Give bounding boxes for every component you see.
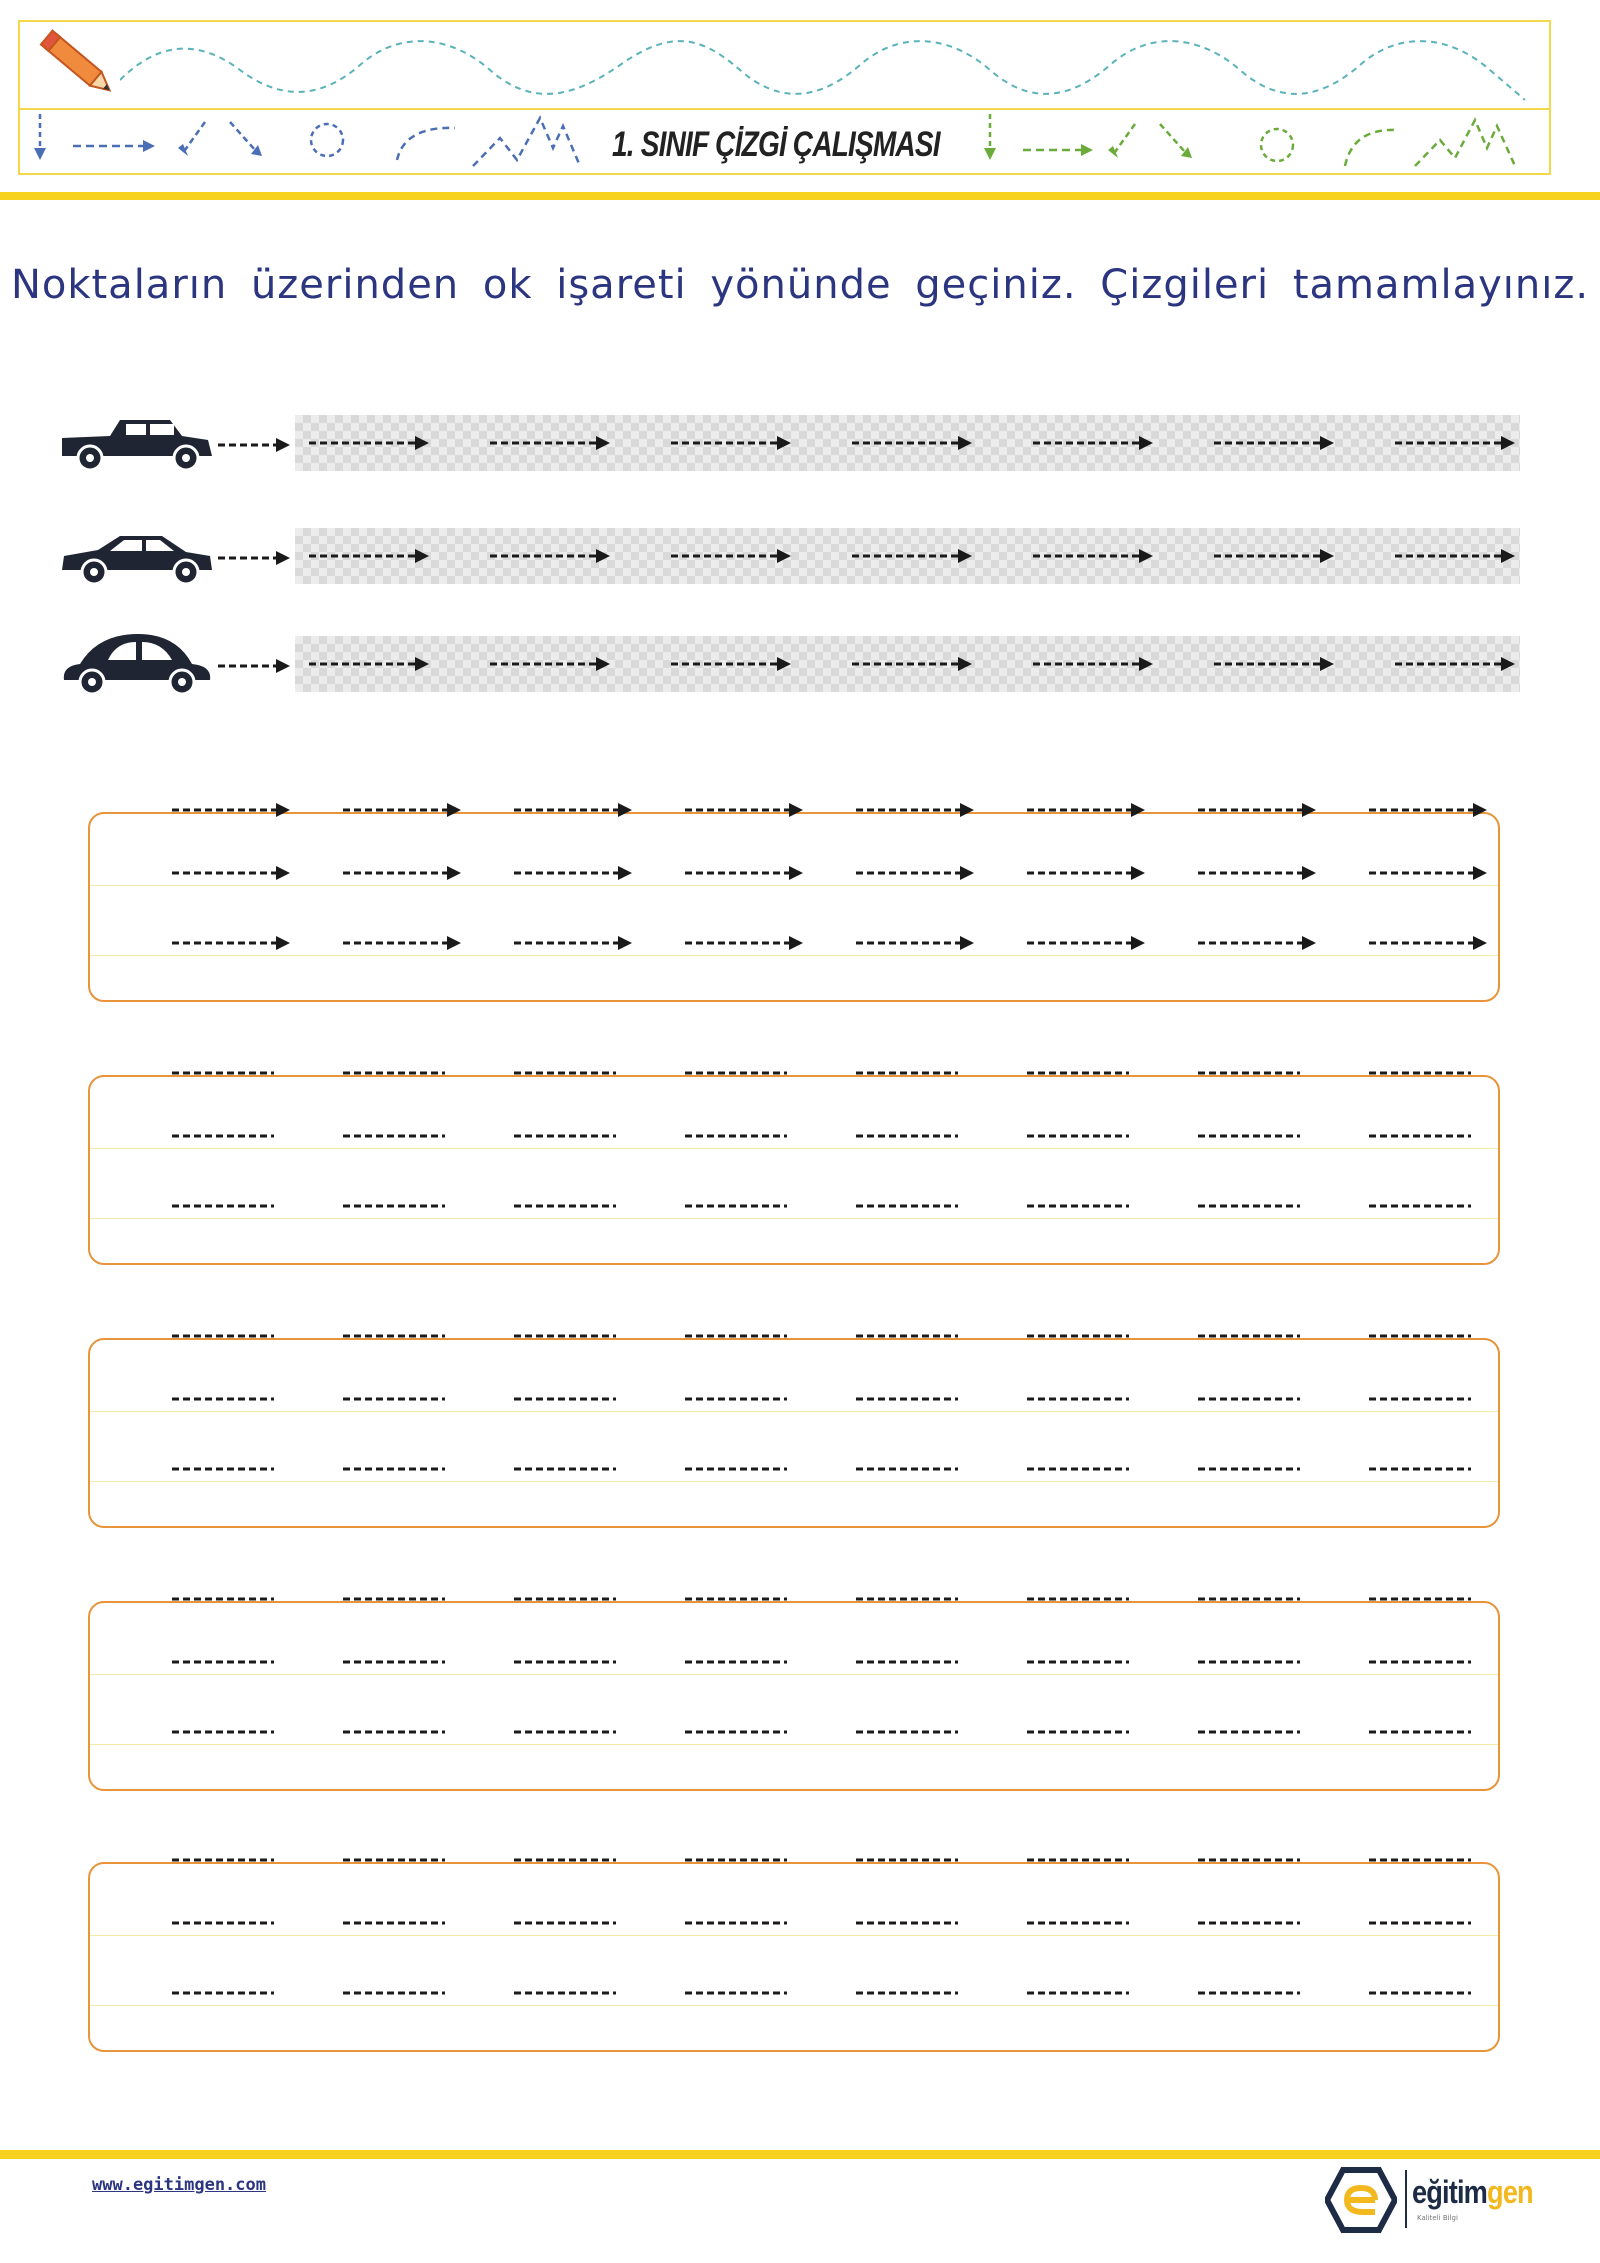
trace-dash (514, 1722, 616, 1746)
trace-dash (1198, 1459, 1300, 1483)
trace-arrow (490, 654, 610, 678)
trace-dash (172, 1983, 274, 2007)
trace-arrow (514, 800, 632, 824)
practice-box (88, 812, 1500, 1002)
stroke-samples-left (25, 108, 605, 170)
down-arrow-icon (984, 114, 996, 160)
trace-arrow (1395, 433, 1515, 457)
trace-arrow (1214, 654, 1334, 678)
trace-dash (1198, 1652, 1300, 1676)
brand-divider (1405, 2170, 1407, 2228)
trace-arrow (671, 433, 791, 457)
car-lead-arrow (218, 548, 290, 572)
trace-dash (172, 1722, 274, 1746)
trace-arrow (1395, 546, 1515, 570)
trace-dash (1027, 1983, 1129, 2007)
trace-arrow (1027, 933, 1145, 957)
trace-arrow (343, 863, 461, 887)
instruction-text: Noktaların üzerinden ok işareti yönünde geçiniz. Çizgileri tamamlayınız. (10, 262, 1590, 308)
trace-dash (856, 1913, 958, 1937)
trace-dash (343, 1850, 445, 1874)
pencil-icon (36, 26, 122, 106)
trace-dash (685, 1913, 787, 1937)
trace-arrow (514, 933, 632, 957)
trace-dash (1369, 1850, 1471, 1874)
trace-dash (1369, 1326, 1471, 1350)
stroke-samples-right (975, 108, 1535, 170)
practice-box (88, 1601, 1500, 1791)
trace-arrow (1369, 933, 1487, 957)
diagonal-arrows-icon (178, 122, 262, 156)
right-arrow-icon (73, 140, 155, 152)
trace-dash (1369, 1196, 1471, 1220)
trace-dash (1198, 1850, 1300, 1874)
right-arrow-icon (1023, 144, 1093, 156)
brand-logo (1325, 2160, 1555, 2240)
trace-arrow (856, 933, 974, 957)
trace-dash (685, 1722, 787, 1746)
trace-arrow (1027, 800, 1145, 824)
circle-icon (1261, 129, 1293, 161)
trace-dash (514, 1326, 616, 1350)
trace-dash (1027, 1063, 1129, 1087)
trace-arrow (172, 800, 290, 824)
trace-dash (514, 1983, 616, 2007)
trace-dash (685, 1459, 787, 1483)
trace-dash (343, 1126, 445, 1150)
trace-dash (1198, 1196, 1300, 1220)
trace-arrow (671, 546, 791, 570)
trace-arrow (685, 933, 803, 957)
trace-dash (343, 1389, 445, 1413)
trace-dash (856, 1983, 958, 2007)
trace-arrow (852, 654, 972, 678)
trace-dash (685, 1589, 787, 1613)
sedan-car-icon (58, 530, 216, 586)
trace-dash (1369, 1983, 1471, 2007)
trace-dash (343, 1326, 445, 1350)
trace-dash (856, 1850, 958, 1874)
trace-arrow (309, 654, 429, 678)
trace-dash (172, 1196, 274, 1220)
trace-arrow (1033, 546, 1153, 570)
zigzag-icon (473, 118, 580, 166)
trace-dash (514, 1652, 616, 1676)
trace-dash (514, 1063, 616, 1087)
beetle-car-icon (58, 630, 216, 700)
trace-dash (1369, 1589, 1471, 1613)
trace-dash (514, 1913, 616, 1937)
arc-icon (397, 128, 455, 160)
footer-website-link[interactable]: www.egitimgen.com (92, 2175, 266, 2195)
trace-arrow (1198, 800, 1316, 824)
trace-dash (856, 1196, 958, 1220)
brand-slogan: Kaliteli Bilgi (1417, 2214, 1458, 2222)
trace-dash (685, 1326, 787, 1350)
brand-name: eğitimgen (1412, 2174, 1533, 2210)
zigzag-icon (1415, 120, 1515, 166)
trace-dash (172, 1913, 274, 1937)
trace-dash (343, 1459, 445, 1483)
trace-dash (343, 1589, 445, 1613)
trace-dash (172, 1126, 274, 1150)
trace-dash (1369, 1126, 1471, 1150)
car-lead-arrow (218, 435, 290, 459)
trace-dash (1027, 1389, 1129, 1413)
trace-dash (1027, 1459, 1129, 1483)
trace-arrow (1395, 654, 1515, 678)
trace-arrow (490, 433, 610, 457)
trace-dash (1198, 1326, 1300, 1350)
trace-dash (1369, 1913, 1471, 1937)
trace-arrow (856, 863, 974, 887)
trace-dash (1198, 1722, 1300, 1746)
trace-dash (685, 1652, 787, 1676)
trace-dash (856, 1063, 958, 1087)
car-lead-arrow (218, 656, 290, 680)
trace-arrow (1033, 654, 1153, 678)
trace-arrow (1198, 933, 1316, 957)
trace-dash (1369, 1652, 1471, 1676)
trace-dash (856, 1459, 958, 1483)
trace-dash (1369, 1459, 1471, 1483)
trace-arrow (343, 933, 461, 957)
trace-dash (172, 1459, 274, 1483)
trace-dash (1027, 1652, 1129, 1676)
trace-dash (1027, 1126, 1129, 1150)
trace-dash (172, 1850, 274, 1874)
trace-dash (856, 1589, 958, 1613)
trace-arrow (1369, 800, 1487, 824)
diagonal-arrows-icon (1108, 124, 1192, 158)
trace-dash (343, 1913, 445, 1937)
trace-dash (1027, 1850, 1129, 1874)
down-arrow-icon (34, 114, 46, 160)
practice-box (88, 1862, 1500, 2052)
trace-dash (685, 1389, 787, 1413)
trace-arrow (685, 863, 803, 887)
hexagon-logo-icon (1325, 2166, 1397, 2234)
page-title: 1. SINIF ÇİZGİ ÇALIŞMASI (612, 125, 940, 164)
trace-dash (172, 1389, 274, 1413)
trace-arrow (1369, 863, 1487, 887)
trace-dash (172, 1063, 274, 1087)
arc-icon (1345, 130, 1397, 166)
circle-icon (311, 124, 343, 156)
trace-dash (685, 1983, 787, 2007)
trace-dash (1198, 1126, 1300, 1150)
trace-arrow (1027, 863, 1145, 887)
trace-dash (514, 1589, 616, 1613)
trace-arrow (1214, 433, 1334, 457)
trace-arrow (514, 863, 632, 887)
trace-arrow (671, 654, 791, 678)
trace-arrow (309, 546, 429, 570)
practice-box (88, 1338, 1500, 1528)
trace-dash (856, 1652, 958, 1676)
trace-dash (856, 1326, 958, 1350)
trace-arrow (490, 546, 610, 570)
trace-dash (343, 1983, 445, 2007)
trace-dash (856, 1722, 958, 1746)
trace-dash (1198, 1913, 1300, 1937)
trace-dash (1198, 1983, 1300, 2007)
trace-dash (1027, 1589, 1129, 1613)
trace-arrow (309, 433, 429, 457)
trace-arrow (1214, 546, 1334, 570)
trace-dash (1027, 1913, 1129, 1937)
trace-dash (685, 1196, 787, 1220)
trace-dash (514, 1389, 616, 1413)
trace-dash (343, 1722, 445, 1746)
trace-dash (1198, 1389, 1300, 1413)
trace-track (295, 636, 1520, 692)
trace-dash (514, 1126, 616, 1150)
trace-arrow (852, 546, 972, 570)
trace-dash (685, 1126, 787, 1150)
trace-dash (172, 1589, 274, 1613)
trace-dash (1369, 1722, 1471, 1746)
trace-track (295, 528, 1520, 584)
trace-arrow (685, 800, 803, 824)
trace-dash (514, 1196, 616, 1220)
trace-arrow (1033, 433, 1153, 457)
trace-track (295, 415, 1520, 471)
trace-dash (685, 1063, 787, 1087)
trace-dash (343, 1063, 445, 1087)
trace-dash (685, 1850, 787, 1874)
header-wave-line (120, 25, 1530, 105)
trace-dash (856, 1126, 958, 1150)
trace-arrow (172, 933, 290, 957)
bottom-accent-bar (0, 2150, 1600, 2159)
trace-arrow (852, 433, 972, 457)
pickup-truck-icon (58, 414, 216, 472)
trace-dash (1369, 1389, 1471, 1413)
trace-dash (343, 1196, 445, 1220)
trace-dash (1198, 1063, 1300, 1087)
trace-arrow (343, 800, 461, 824)
trace-dash (1027, 1196, 1129, 1220)
trace-dash (514, 1459, 616, 1483)
trace-dash (343, 1652, 445, 1676)
trace-dash (1027, 1326, 1129, 1350)
trace-dash (1369, 1063, 1471, 1087)
trace-dash (172, 1652, 274, 1676)
trace-arrow (1198, 863, 1316, 887)
trace-dash (1027, 1722, 1129, 1746)
practice-box (88, 1075, 1500, 1265)
trace-arrow (856, 800, 974, 824)
trace-dash (514, 1850, 616, 1874)
trace-arrow (172, 863, 290, 887)
trace-dash (1198, 1589, 1300, 1613)
trace-dash (172, 1326, 274, 1350)
trace-dash (856, 1389, 958, 1413)
top-accent-bar (0, 192, 1600, 200)
